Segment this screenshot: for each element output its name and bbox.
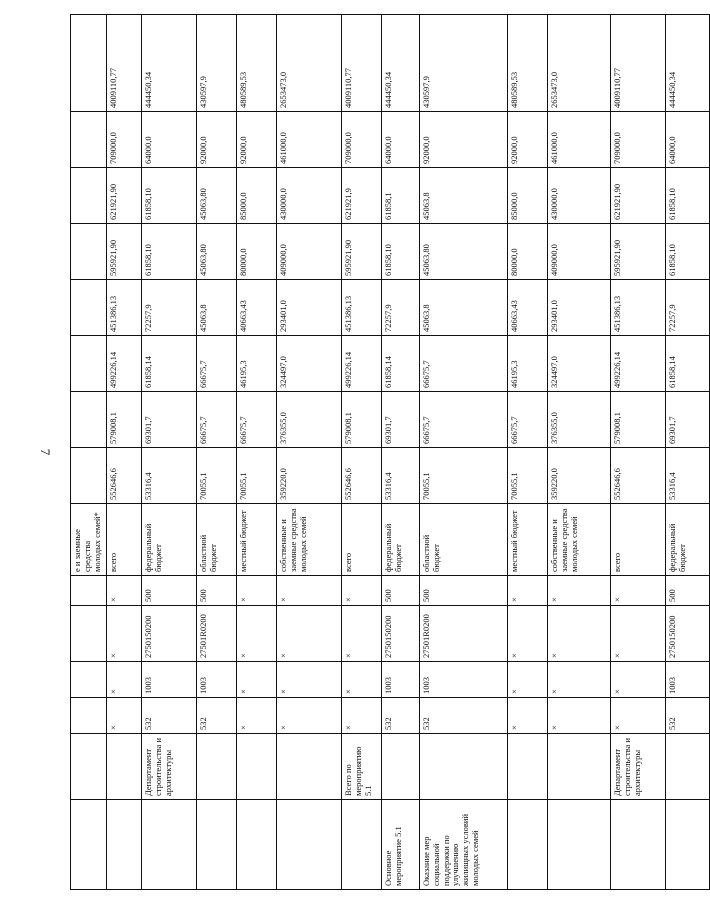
table-cell: 621921,9 <box>342 168 382 224</box>
table-cell: 72257,9 <box>382 280 420 336</box>
table-cell <box>277 800 342 890</box>
table-cell: 4009110,77 <box>611 15 666 112</box>
table-cell: × <box>107 698 142 734</box>
table-cell: 430597,9 <box>197 15 237 112</box>
table-cell: 2653473,0 <box>277 15 342 112</box>
table-cell: × <box>342 698 382 734</box>
table-cell: 61858,14 <box>666 336 710 392</box>
table-cell: федеральный бюджет <box>142 504 197 576</box>
table-row <box>71 15 107 890</box>
table-cell: 552646,6 <box>107 448 142 504</box>
table-cell <box>71 576 107 606</box>
table-cell <box>71 698 107 734</box>
table-cell: 27501R0200 <box>420 606 508 662</box>
table-cell: 595921,90 <box>611 224 666 280</box>
table-cell: 92000,0 <box>197 112 237 168</box>
table-cell: × <box>107 606 142 662</box>
table-cell: 45063,80 <box>197 224 237 280</box>
table-cell: 66675,7 <box>197 336 237 392</box>
table-cell <box>71 448 107 504</box>
table-cell <box>382 734 420 800</box>
table-cell: местный бюджет <box>508 504 548 576</box>
table-row <box>508 15 548 890</box>
table-cell: 45063,80 <box>197 168 237 224</box>
table-cell: Департамент строительства и архитектуры <box>611 734 666 800</box>
table-cell: 324497,0 <box>548 336 611 392</box>
table-cell: 53316,4 <box>382 448 420 504</box>
table-row <box>342 15 382 890</box>
table-cell: × <box>508 606 548 662</box>
table-cell: областной бюджет <box>420 504 508 576</box>
table-cell: 72257,9 <box>666 280 710 336</box>
page-number: 7 <box>38 448 53 456</box>
table-cell: × <box>342 606 382 662</box>
table-cell: × <box>611 606 666 662</box>
table-cell: 69301,7 <box>382 392 420 448</box>
table-cell <box>71 15 107 112</box>
table-cell: 709000,0 <box>611 112 666 168</box>
table-cell: 552646,6 <box>611 448 666 504</box>
table-cell: × <box>548 698 611 734</box>
table-cell: 92000,0 <box>237 112 277 168</box>
budget-table <box>70 14 710 890</box>
table-cell: 66675,7 <box>197 392 237 448</box>
table-cell: 621921,90 <box>611 168 666 224</box>
table-cell: × <box>611 698 666 734</box>
table-cell: 66675,7 <box>420 336 508 392</box>
table-cell: всего <box>342 504 382 576</box>
table-cell: 532 <box>382 698 420 734</box>
table-cell: 500 <box>666 576 710 606</box>
table-cell: 46195,3 <box>237 336 277 392</box>
table-cell: 69301,7 <box>142 392 197 448</box>
table-cell: 1003 <box>420 662 508 698</box>
table-cell <box>71 112 107 168</box>
table-cell: 45063,80 <box>420 224 508 280</box>
table-cell: × <box>237 662 277 698</box>
table-cell <box>342 800 382 890</box>
table-cell <box>237 734 277 800</box>
table-cell: 532 <box>142 698 197 734</box>
table-cell: 444450,34 <box>142 15 197 112</box>
table-cell <box>548 800 611 890</box>
table-cell: 709000,0 <box>342 112 382 168</box>
table-cell: 359220,0 <box>548 448 611 504</box>
table-row <box>277 15 342 890</box>
table-body <box>71 15 710 890</box>
table-rotator <box>70 15 687 890</box>
table-cell: 66675,7 <box>237 392 277 448</box>
table-cell <box>277 734 342 800</box>
table-row <box>197 15 237 890</box>
table-cell: 376355,0 <box>548 392 611 448</box>
table-cell: × <box>277 576 342 606</box>
table-cell <box>666 800 710 890</box>
table-cell <box>237 800 277 890</box>
table-cell: 72257,9 <box>142 280 197 336</box>
table-cell: 27501R0200 <box>197 606 237 662</box>
table-cell: 64000,0 <box>666 112 710 168</box>
table-cell: 40663,43 <box>237 280 277 336</box>
table-cell: 45063,8 <box>420 168 508 224</box>
table-cell: 532 <box>197 698 237 734</box>
table-cell: 40663,43 <box>508 280 548 336</box>
table-cell: 70055,1 <box>420 448 508 504</box>
table-cell: 409000,0 <box>548 224 611 280</box>
table-cell: 532 <box>666 698 710 734</box>
table-cell: 451386,13 <box>611 280 666 336</box>
table-cell: 1003 <box>142 662 197 698</box>
table-row <box>666 15 710 890</box>
table-cell: Всего по мероприятию 5.1 <box>342 734 382 800</box>
table-cell: Оказание мер социальной поддержки по улучшению жилищных условий молодых семей <box>420 800 508 890</box>
table-cell: 499226,14 <box>342 336 382 392</box>
table-cell: × <box>237 606 277 662</box>
table-cell <box>420 734 508 800</box>
table-cell: 53316,4 <box>142 448 197 504</box>
table-row <box>237 15 277 890</box>
table-cell: 46195,3 <box>508 336 548 392</box>
table-cell <box>71 168 107 224</box>
table-cell: федеральный бюджет <box>666 504 710 576</box>
table-cell: 2653473,0 <box>548 15 611 112</box>
table-cell: × <box>508 662 548 698</box>
table-cell: 500 <box>197 576 237 606</box>
table-cell: 409000,0 <box>277 224 342 280</box>
table-cell <box>71 734 107 800</box>
table-cell: × <box>237 576 277 606</box>
table-cell <box>71 280 107 336</box>
table-cell: 376355,0 <box>277 392 342 448</box>
table-cell: 500 <box>142 576 197 606</box>
table-cell: 461000,0 <box>277 112 342 168</box>
table-cell: 69301,7 <box>666 392 710 448</box>
table-cell <box>508 734 548 800</box>
table-cell: Департамент строительства и архитектуры <box>142 734 197 800</box>
table-cell: местный бюджет <box>237 504 277 576</box>
table-cell: 324497,0 <box>277 336 342 392</box>
table-cell: 444450,34 <box>666 15 710 112</box>
table-cell: 709000,0 <box>107 112 142 168</box>
table-cell: 430000,0 <box>548 168 611 224</box>
table-cell: 64000,0 <box>382 112 420 168</box>
table-cell: собственные и заемные средства молодых семей <box>277 504 342 576</box>
table-cell: 45063,8 <box>420 280 508 336</box>
table-cell: × <box>548 606 611 662</box>
table-cell: 451386,13 <box>107 280 142 336</box>
table-cell: 85000,0 <box>508 168 548 224</box>
table-cell: × <box>508 698 548 734</box>
table-cell: всего <box>107 504 142 576</box>
table-cell: 64000,0 <box>142 112 197 168</box>
table-cell <box>71 606 107 662</box>
table-cell: 430000,0 <box>277 168 342 224</box>
table-cell: областной бюджет <box>197 504 237 576</box>
table-cell: × <box>277 698 342 734</box>
table-cell: 461000,0 <box>548 112 611 168</box>
table-cell: 80000,0 <box>237 224 277 280</box>
table-cell: 1003 <box>666 662 710 698</box>
table-cell: 61858,1 <box>382 168 420 224</box>
table-cell: 480589,53 <box>508 15 548 112</box>
table-row <box>611 15 666 890</box>
rotated-table-sheet <box>70 15 687 890</box>
table-cell: 532 <box>420 698 508 734</box>
table-cell: 2750150200 <box>382 606 420 662</box>
table-cell: 579008,1 <box>342 392 382 448</box>
table-cell: собственные и заемные средства молодых семей <box>548 504 611 576</box>
table-cell: 45063,8 <box>197 280 237 336</box>
table-cell <box>71 336 107 392</box>
table-cell: 61858,14 <box>142 336 197 392</box>
table-cell: 621921,90 <box>107 168 142 224</box>
table-row <box>420 15 508 890</box>
table-cell <box>142 800 197 890</box>
table-cell: 359220,0 <box>277 448 342 504</box>
table-cell: × <box>548 662 611 698</box>
table-cell: × <box>107 662 142 698</box>
table-cell: 430597,9 <box>420 15 508 112</box>
table-cell: 53316,4 <box>666 448 710 504</box>
table-cell: е и заемные средства молодых семей* <box>71 504 107 576</box>
table-cell: 579008,1 <box>107 392 142 448</box>
table-cell: 451386,13 <box>342 280 382 336</box>
table-cell: 595921,90 <box>342 224 382 280</box>
table-cell: 1003 <box>197 662 237 698</box>
table-cell: 61858,10 <box>142 168 197 224</box>
table-cell: 61858,10 <box>382 224 420 280</box>
table-cell: × <box>342 662 382 698</box>
table-cell: 499226,14 <box>107 336 142 392</box>
table-cell <box>548 734 611 800</box>
table-cell: 2750150200 <box>142 606 197 662</box>
table-row <box>142 15 197 890</box>
table-cell: 500 <box>420 576 508 606</box>
table-cell: 70055,1 <box>237 448 277 504</box>
table-cell: 500 <box>382 576 420 606</box>
table-cell <box>71 800 107 890</box>
table-cell: 70055,1 <box>508 448 548 504</box>
table-cell: × <box>107 576 142 606</box>
table-cell <box>71 224 107 280</box>
table-cell: 293401,0 <box>277 280 342 336</box>
table-cell: 80000,0 <box>508 224 548 280</box>
table-cell <box>508 800 548 890</box>
table-cell: 480589,53 <box>237 15 277 112</box>
table-cell: 595921,90 <box>107 224 142 280</box>
table-row <box>548 15 611 890</box>
table-cell: 552646,6 <box>342 448 382 504</box>
table-cell: 66675,7 <box>508 392 548 448</box>
table-cell: × <box>237 698 277 734</box>
table-cell <box>197 800 237 890</box>
table-cell: 4009110,77 <box>107 15 142 112</box>
table-cell: 92000,0 <box>508 112 548 168</box>
table-row <box>107 15 142 890</box>
table-cell <box>611 800 666 890</box>
table-cell: × <box>611 662 666 698</box>
table-cell: × <box>277 606 342 662</box>
table-row <box>382 15 420 890</box>
table-cell: 293401,0 <box>548 280 611 336</box>
table-cell <box>107 734 142 800</box>
table-cell: 66675,7 <box>420 392 508 448</box>
table-cell: 2750150200 <box>666 606 710 662</box>
table-cell <box>666 734 710 800</box>
table-cell <box>71 662 107 698</box>
table-cell <box>107 800 142 890</box>
table-cell: 444450,34 <box>382 15 420 112</box>
table-cell: × <box>342 576 382 606</box>
table-cell: 4009110,77 <box>342 15 382 112</box>
table-cell: 499226,14 <box>611 336 666 392</box>
table-cell: × <box>611 576 666 606</box>
table-cell: × <box>277 662 342 698</box>
table-cell: 70055,1 <box>197 448 237 504</box>
table-cell <box>197 734 237 800</box>
table-cell: 85000,0 <box>237 168 277 224</box>
table-cell: 61858,10 <box>666 224 710 280</box>
table-cell: 61858,14 <box>382 336 420 392</box>
table-cell: всего <box>611 504 666 576</box>
table-cell: 579008,1 <box>611 392 666 448</box>
table-cell <box>71 392 107 448</box>
table-cell: 61858,10 <box>666 168 710 224</box>
table-cell: × <box>508 576 548 606</box>
table-cell: Основное мероприятие 5.1 <box>382 800 420 890</box>
table-cell: 1003 <box>382 662 420 698</box>
table-cell: × <box>548 576 611 606</box>
table-cell: 92000,0 <box>420 112 508 168</box>
table-cell: 61858,10 <box>142 224 197 280</box>
table-cell: федеральный бюджет <box>382 504 420 576</box>
